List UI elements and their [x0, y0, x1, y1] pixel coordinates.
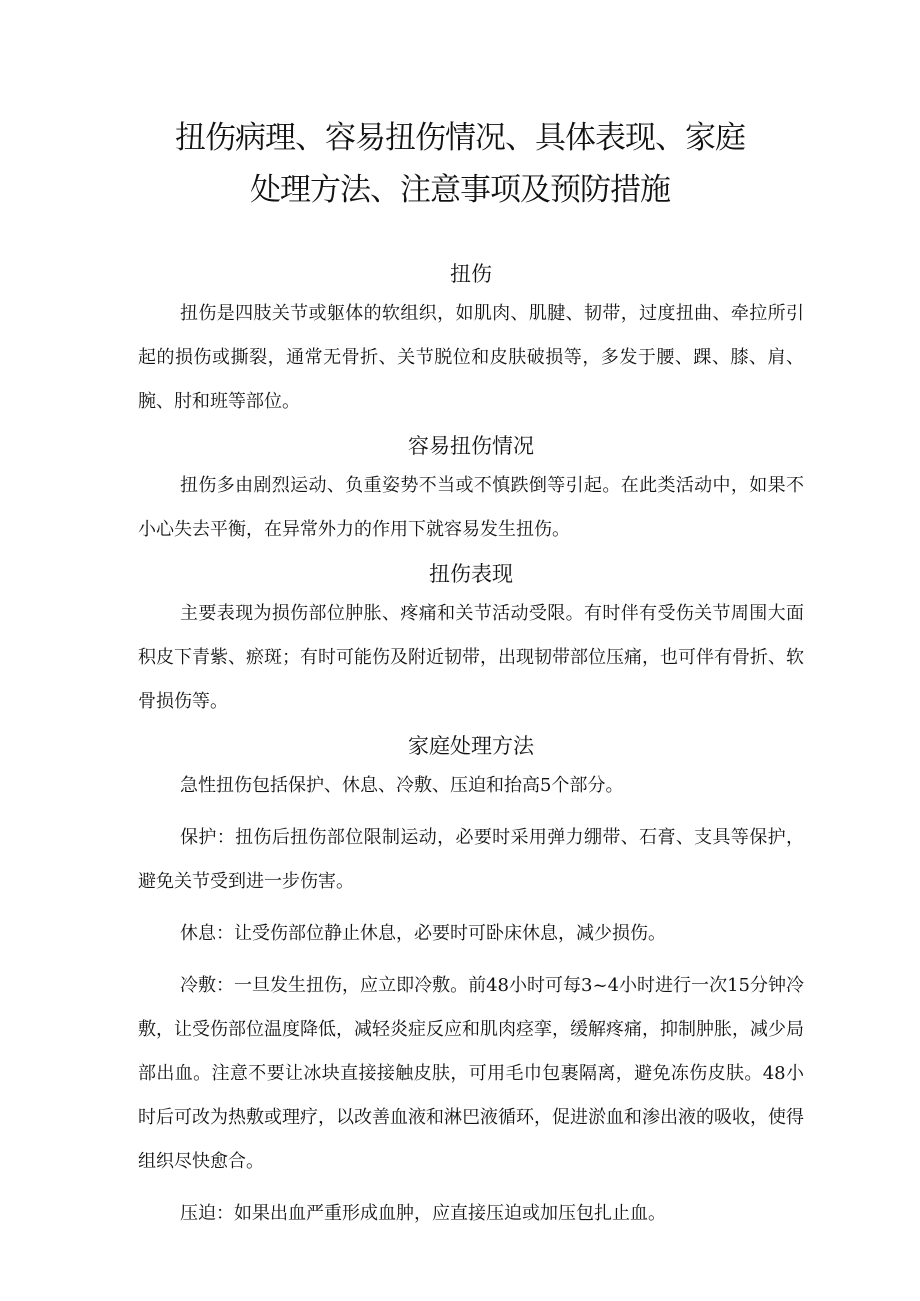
- document-title-line-2: 处理方法、注意事项及预防措施: [250, 172, 670, 208]
- section-heading-sprain: 扭伤: [450, 262, 492, 286]
- section-heading-home-treatment: 家庭处理方法: [408, 734, 534, 758]
- section-heading-symptoms: 扭伤表现: [429, 562, 513, 586]
- paragraph-treatment-cold: 冷敷：一旦发生扭伤，应立即冷敷。前48小时可每3~4小时进行一次15分钟冷敷，让受伤部位温度降低，减轻炎症反应和肌肉痉挛，缓解疼痛，抑制肿胀，减少局部出血。注意不要让冰块直接接触皮肤，可用毛巾包裹隔离，避免冻伤皮肤。48小时后可改为热敷或理疗，以改善血液和淋巴液循环，促进淤血和渗出液的吸收，使得组织尽快愈合。: [138, 975, 804, 1172]
- paragraph-treatment-compress: 压迫：如果出血严重形成血肿，应直接压迫或加压包扎止血。: [180, 1203, 666, 1224]
- paragraph-causes: 扭伤多由剧烈运动、负重姿势不当或不慎跌倒等引起。在此类活动中，如果不小心失去平衡，在异常外力的作用下就容易发生扭伤。: [138, 475, 804, 540]
- paragraph-symptoms: 主要表现为损伤部位肿胀、疼痛和关节活动受限。有时伴有受伤关节周围大面积皮下青紫、瘀斑；有时可能伤及附近韧带，出现韧带部位压痛，也可伴有骨折、软骨损伤等。: [138, 603, 804, 712]
- paragraph-sprain-definition: 扭伤是四肢关节或躯体的软组织，如肌肉、肌腱、韧带，过度扭曲、牵拉所引起的损伤或撕裂，通常无骨折、关节脱位和皮肤破损等，多发于腰、踝、膝、肩、腕、肘和班等部位。: [138, 303, 804, 412]
- paragraph-treatment-rest: 休息：让受伤部位静止休息，必要时可卧床休息，减少损伤。: [180, 923, 666, 944]
- document-body: [138, 256, 804, 1236]
- section-heading-causes: 容易扭伤情况: [408, 434, 534, 458]
- document-title-line-1: 扭伤病理、容易扭伤情况、具体表现、家庭: [175, 120, 745, 156]
- paragraph-treatment-protect: 保护：扭伤后扭伤部位限制运动，必要时采用弹力绷带、石膏、支具等保护，避免关节受到进一步伤害。: [138, 827, 804, 892]
- paragraph-treatment-overview: 急性扭伤包括保护、休息、冷敷、压迫和抬高5个部分。: [180, 775, 624, 796]
